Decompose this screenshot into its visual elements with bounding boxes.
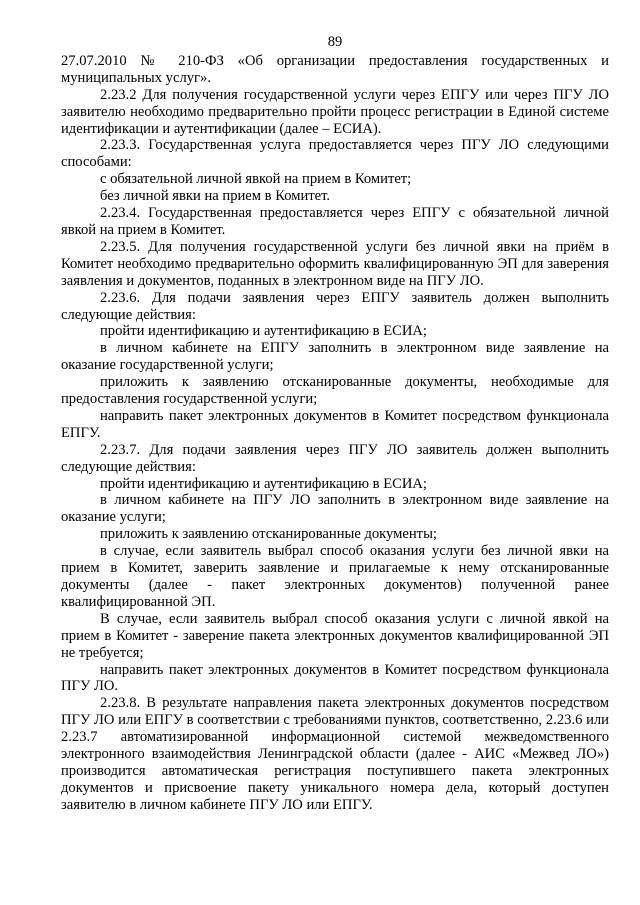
list-item: с обязательной личной явкой на прием в Комитет; xyxy=(100,171,412,188)
paragraph: 2.23.5. Для получения государственной услуги без личной явки на приём в Комитет необходимо предварительно оформить квалифицированную ЭП для заверения заявления и документов, поданных в электронном виде на ПГУ ЛО. xyxy=(61,238,609,289)
paragraph: 2.23.8. В результате направления пакета электронных документов посредством ПГУ ЛО или ЕПГУ в соответствии с требованиями пунктов, соответственно, 2.23.6 или 2.23.7 автоматизированной информационной системой межведомственного электронного взаимодействия Ленинградской области (далее - АИС «Межвед ЛО») производится автоматическая регистрация поступившего пакета электронных документов и присвоение пакету уникального номера дела, который доступен заявителю в личном кабинете ПГУ ЛО или ЕПГУ. xyxy=(61,695,609,813)
list-item: пройти идентификацию и аутентификацию в ЕСИА; xyxy=(100,475,427,492)
list-item: в личном кабинете на ПГУ ЛО заполнить в электронном виде заявление на оказание услуги; xyxy=(61,492,609,526)
list-item: пройти идентификацию и аутентификацию в ЕСИА; xyxy=(100,323,427,340)
list-item: без личной явки на прием в Комитет. xyxy=(100,188,331,205)
paragraph: В случае, если заявитель выбрал способ оказания услуги с личной явкой на прием в Комитет - заверение пакета электронных документов квалифицированной ЭП не требуется; xyxy=(61,610,609,661)
paragraph: 2.23.3. Государственная услуга предоставляется через ПГУ ЛО следующими способами: xyxy=(61,137,609,171)
paragraph: 2.23.2 Для получения государственной услуги через ЕПГУ или через ПГУ ЛО заявителю необходимо предварительно пройти процесс регистрации в Единой системе идентификации и аутентификации (далее – ЕСИА). xyxy=(61,86,609,137)
list-item: направить пакет электронных документов в Комитет посредством функционала ЕПГУ. xyxy=(61,407,609,441)
page-number: 89 xyxy=(327,34,343,50)
list-item: в случае, если заявитель выбрал способ оказания услуги без личной явки на прием в Комитет, заверить заявление и прилагаемые к нему отсканированные документы (далее - пакет электронных документов) полученной ранее квалифицированной ЭП. xyxy=(61,543,609,610)
paragraph: 2.23.6. Для подачи заявления через ЕПГУ заявитель должен выполнить следующие действия: xyxy=(61,289,609,323)
paragraph: 2.23.4. Государственная предоставляется через ЕПГУ с обязательной личной явкой на прием в Комитет. xyxy=(61,205,609,238)
list-item: приложить к заявлению отсканированные документы, необходимые для предоставления государственной услуги; xyxy=(61,374,609,408)
paragraph: 2.23.7. Для подачи заявления через ПГУ ЛО заявитель должен выполнить следующие действия: xyxy=(61,441,609,475)
list-item: в личном кабинете на ЕПГУ заполнить в электронном виде заявление на оказание государственной услуги; xyxy=(61,340,609,374)
list-item: приложить к заявлению отсканированные документы; xyxy=(100,526,437,543)
list-item: направить пакет электронных документов в Комитет посредством функционала ПГУ ЛО. xyxy=(61,661,609,695)
paragraph: 27.07.2010 № 210-ФЗ «Об организации предоставления государственных и муниципальных услуг». xyxy=(61,52,609,86)
